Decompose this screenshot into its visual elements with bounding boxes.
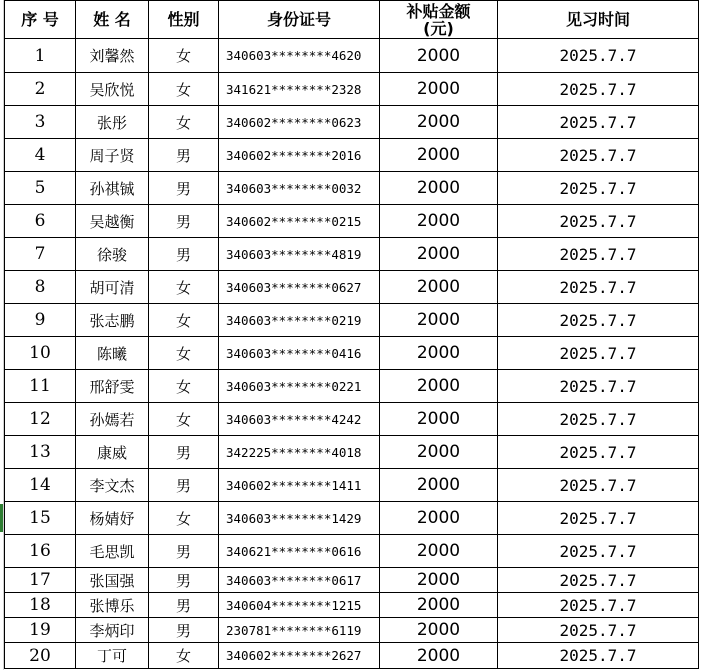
cell-no[interactable]: 9	[5, 304, 76, 337]
cell-date[interactable]: 2025.7.7	[498, 238, 699, 271]
cell-name[interactable]: 周子贤	[76, 139, 149, 172]
cell-no[interactable]: 7	[5, 238, 76, 271]
cell-gender[interactable]: 男	[149, 469, 219, 502]
cell-gender[interactable]: 男	[149, 618, 219, 643]
cell-no[interactable]: 19	[5, 618, 76, 643]
cell-amount[interactable]: 2000	[380, 271, 498, 304]
cell-gender[interactable]: 女	[149, 106, 219, 139]
cell-id[interactable]: 340604********1215	[219, 593, 380, 618]
cell-gender[interactable]: 男	[149, 172, 219, 205]
table-row	[5, 535, 699, 568]
cell-name[interactable]: 吴越衡	[76, 205, 149, 238]
cell-no[interactable]: 17	[5, 568, 76, 593]
table-row	[5, 469, 699, 502]
cell-name[interactable]: 胡可清	[76, 271, 149, 304]
cell-gender[interactable]: 女	[149, 643, 219, 669]
cell-gender[interactable]: 女	[149, 337, 219, 370]
cell-gender[interactable]: 男	[149, 593, 219, 618]
cell-gender[interactable]: 女	[149, 271, 219, 304]
cell-id[interactable]: 230781********6119	[219, 618, 380, 643]
cell-gender[interactable]: 男	[149, 205, 219, 238]
cell-amount[interactable]: 2000	[380, 73, 498, 106]
cell-no[interactable]: 12	[5, 403, 76, 436]
cell-no[interactable]: 6	[5, 205, 76, 238]
cell-amount[interactable]: 2000	[380, 618, 498, 643]
table-row	[5, 370, 699, 403]
table-row	[5, 618, 699, 643]
cell-id[interactable]: 340602********1411	[219, 469, 380, 502]
cell-id[interactable]: 340603********0627	[219, 271, 380, 304]
cell-amount[interactable]: 2000	[380, 568, 498, 593]
cell-name[interactable]: 康威	[76, 436, 149, 469]
cell-amount[interactable]: 2000	[380, 535, 498, 568]
cell-name[interactable]: 孙祺铖	[76, 172, 149, 205]
cell-amount[interactable]: 2000	[380, 502, 498, 535]
cell-name[interactable]: 张彤	[76, 106, 149, 139]
cell-id[interactable]: 340603********4819	[219, 238, 380, 271]
cell-date[interactable]: 2025.7.7	[498, 535, 699, 568]
cell-amount[interactable]: 2000	[380, 436, 498, 469]
cell-amount[interactable]: 2000	[380, 370, 498, 403]
cell-no[interactable]: 13	[5, 436, 76, 469]
cell-id[interactable]: 342225********4018	[219, 436, 380, 469]
cell-gender[interactable]: 女	[149, 73, 219, 106]
cell-id[interactable]: 340603********0617	[219, 568, 380, 593]
cell-amount[interactable]: 2000	[380, 106, 498, 139]
header-row	[5, 1, 699, 39]
cell-date[interactable]: 2025.7.7	[498, 618, 699, 643]
cell-no[interactable]: 10	[5, 337, 76, 370]
cell-amount[interactable]: 2000	[380, 304, 498, 337]
cell-gender[interactable]: 男	[149, 568, 219, 593]
header-id[interactable]: 身份证号	[219, 1, 380, 39]
table-row	[5, 304, 699, 337]
cell-amount[interactable]: 2000	[380, 139, 498, 172]
table-row	[5, 139, 699, 172]
cell-gender[interactable]: 女	[149, 370, 219, 403]
cell-no[interactable]: 20	[5, 643, 76, 669]
cell-id[interactable]: 340602********2016	[219, 139, 380, 172]
cell-name[interactable]: 丁可	[76, 643, 149, 669]
cell-id[interactable]: 340603********1429	[219, 502, 380, 535]
table-row	[5, 172, 699, 205]
cell-date[interactable]: 2025.7.7	[498, 205, 699, 238]
header-name[interactable]: 姓 名	[76, 1, 149, 39]
cell-id[interactable]: 340602********0215	[219, 205, 380, 238]
cell-id[interactable]: 340602********2627	[219, 643, 380, 669]
table-row	[5, 205, 699, 238]
cell-name[interactable]: 李文杰	[76, 469, 149, 502]
cell-date[interactable]: 2025.7.7	[498, 304, 699, 337]
cell-gender[interactable]: 男	[149, 139, 219, 172]
cell-id[interactable]: 340621********0616	[219, 535, 380, 568]
table-row	[5, 238, 699, 271]
cell-no[interactable]: 16	[5, 535, 76, 568]
table-row	[5, 403, 699, 436]
cell-date[interactable]: 2025.7.7	[498, 73, 699, 106]
cell-amount[interactable]: 2000	[380, 643, 498, 669]
cell-name[interactable]: 张志鹏	[76, 304, 149, 337]
cell-name[interactable]: 孙嫣若	[76, 403, 149, 436]
cell-no[interactable]: 14	[5, 469, 76, 502]
cell-date[interactable]: 2025.7.7	[498, 337, 699, 370]
header-date[interactable]: 见习时间	[498, 1, 699, 39]
cell-date[interactable]: 2025.7.7	[498, 568, 699, 593]
cell-gender[interactable]: 女	[149, 403, 219, 436]
header-gender[interactable]: 性别	[149, 1, 219, 39]
cell-name[interactable]: 毛思凯	[76, 535, 149, 568]
cell-gender[interactable]: 男	[149, 436, 219, 469]
cell-name[interactable]: 杨婧妤	[76, 502, 149, 535]
cell-name[interactable]: 李炳印	[76, 618, 149, 643]
cell-gender[interactable]: 男	[149, 238, 219, 271]
cell-no[interactable]: 5	[5, 172, 76, 205]
cell-amount[interactable]: 2000	[380, 593, 498, 618]
cell-no[interactable]: 1	[5, 39, 76, 73]
cell-id[interactable]: 341621********2328	[219, 73, 380, 106]
cell-id[interactable]: 340603********0032	[219, 172, 380, 205]
cell-date[interactable]: 2025.7.7	[498, 172, 699, 205]
cell-date[interactable]: 2025.7.7	[498, 370, 699, 403]
cell-date[interactable]: 2025.7.7	[498, 403, 699, 436]
cell-amount[interactable]: 2000	[380, 39, 498, 73]
cell-amount[interactable]: 2000	[380, 172, 498, 205]
header-amount[interactable]	[380, 1, 498, 39]
table-row	[5, 502, 699, 535]
cell-id[interactable]: 340603********0221	[219, 370, 380, 403]
cell-id[interactable]: 340603********4242	[219, 403, 380, 436]
cell-name[interactable]: 徐骏	[76, 238, 149, 271]
header-no[interactable]: 序 号	[5, 1, 76, 39]
table-row	[5, 337, 699, 370]
table-row	[5, 436, 699, 469]
cell-gender[interactable]: 男	[149, 535, 219, 568]
cell-id[interactable]: 340602********0623	[219, 106, 380, 139]
cell-date[interactable]: 2025.7.7	[498, 643, 699, 669]
cell-date[interactable]: 2025.7.7	[498, 469, 699, 502]
cell-amount[interactable]: 2000	[380, 337, 498, 370]
header-amount-line1: 补贴金额	[406, 1, 471, 21]
cell-name[interactable]: 陈曦	[76, 337, 149, 370]
cell-no[interactable]: 11	[5, 370, 76, 403]
cell-date[interactable]: 2025.7.7	[498, 436, 699, 469]
table-row	[5, 73, 699, 106]
cell-id[interactable]: 340603********4620	[219, 39, 380, 73]
cell-no[interactable]: 2	[5, 73, 76, 106]
cell-name[interactable]: 邢舒雯	[76, 370, 149, 403]
subsidy-table	[4, 0, 699, 669]
cell-date[interactable]: 2025.7.7	[498, 593, 699, 618]
cell-name[interactable]: 张国强	[76, 568, 149, 593]
table-body	[5, 39, 699, 669]
cell-no[interactable]: 4	[5, 139, 76, 172]
cell-gender[interactable]: 女	[149, 502, 219, 535]
cell-no[interactable]: 3	[5, 106, 76, 139]
table-row	[5, 568, 699, 593]
table-row	[5, 39, 699, 73]
cell-name[interactable]: 吴欣悦	[76, 73, 149, 106]
cell-id[interactable]: 340603********0416	[219, 337, 380, 370]
table-row	[5, 271, 699, 304]
cell-amount[interactable]: 2000	[380, 205, 498, 238]
active-row-marker	[0, 504, 3, 532]
cell-amount[interactable]: 2000	[380, 403, 498, 436]
cell-amount[interactable]: 2000	[380, 469, 498, 502]
cell-no[interactable]: 8	[5, 271, 76, 304]
cell-no[interactable]: 15	[5, 502, 76, 535]
cell-name[interactable]: 张博乐	[76, 593, 149, 618]
cell-name[interactable]: 刘馨然	[76, 39, 149, 73]
table-row	[5, 593, 699, 618]
header-amount-line2: (元)	[423, 18, 454, 38]
cell-date[interactable]: 2025.7.7	[498, 271, 699, 304]
cell-no[interactable]: 18	[5, 593, 76, 618]
cell-date[interactable]: 2025.7.7	[498, 139, 699, 172]
cell-date[interactable]: 2025.7.7	[498, 39, 699, 73]
cell-gender[interactable]: 女	[149, 304, 219, 337]
table-row	[5, 643, 699, 669]
cell-date[interactable]: 2025.7.7	[498, 106, 699, 139]
cell-id[interactable]: 340603********0219	[219, 304, 380, 337]
table-row	[5, 106, 699, 139]
cell-gender[interactable]: 女	[149, 39, 219, 73]
cell-date[interactable]: 2025.7.7	[498, 502, 699, 535]
cell-amount[interactable]: 2000	[380, 238, 498, 271]
